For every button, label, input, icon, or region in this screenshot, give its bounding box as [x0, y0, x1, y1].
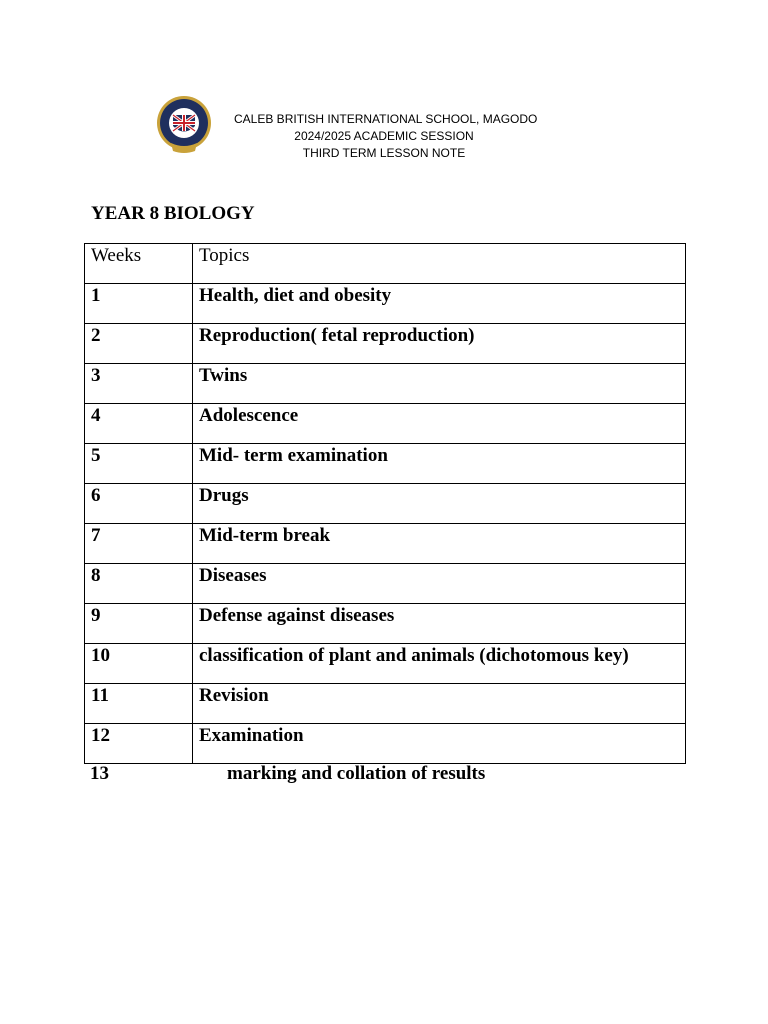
school-name: CALEB BRITISH INTERNATIONAL SCHOOL, MAGODO [234, 112, 538, 126]
week-number-cell: 8 [85, 564, 193, 604]
final-week-number: 13 [90, 763, 109, 784]
topic-cell: Reproduction( fetal reproduction) [193, 324, 686, 364]
table-row [85, 684, 686, 724]
table-row [85, 644, 686, 684]
topic-cell: Diseases [193, 564, 686, 604]
week-number-cell: 7 [85, 524, 193, 564]
topic-cell: Mid-term break [193, 524, 686, 564]
table-row [85, 604, 686, 644]
topic-cell: Drugs [193, 484, 686, 524]
academic-session: 2024/2025 ACADEMIC SESSION [294, 129, 474, 143]
school-crest-logo [154, 95, 214, 155]
topic-cell: Adolescence [193, 404, 686, 444]
table-row [85, 484, 686, 524]
school-header [234, 111, 538, 162]
week-number-cell: 4 [85, 404, 193, 444]
table-row [85, 364, 686, 404]
weekly-topics-table [84, 243, 686, 764]
final-week-topic: marking and collation of results [227, 763, 486, 784]
topic-cell: Health, diet and obesity [193, 284, 686, 324]
week-number-cell: 2 [85, 324, 193, 364]
topic-cell: Examination [193, 724, 686, 764]
week-number-cell: 10 [85, 644, 193, 684]
term-note: THIRD TERM LESSON NOTE [302, 146, 466, 160]
table-row [85, 564, 686, 604]
column-header-topics: Topics [193, 244, 686, 284]
table-row [85, 724, 686, 764]
topic-cell: Mid- term examination [193, 444, 686, 484]
table-row [85, 444, 686, 484]
week-number-cell: 3 [85, 364, 193, 404]
topic-cell: Twins [193, 364, 686, 404]
week-number-cell: 6 [85, 484, 193, 524]
topic-cell: Revision [193, 684, 686, 724]
table-row [85, 524, 686, 564]
week-number-cell: 1 [85, 284, 193, 324]
table-row [85, 404, 686, 444]
topic-cell: classification of plant and animals (dichotomous key) [193, 644, 686, 684]
topic-cell: Defense against diseases [193, 604, 686, 644]
table-row [85, 284, 686, 324]
column-header-weeks: Weeks [85, 244, 193, 284]
final-week-line [90, 763, 485, 785]
week-number-cell: 12 [85, 724, 193, 764]
week-number-cell: 5 [85, 444, 193, 484]
week-number-cell: 11 [85, 684, 193, 724]
page-title: YEAR 8 BIOLOGY [91, 203, 255, 224]
table-row [85, 324, 686, 364]
week-number-cell: 9 [85, 604, 193, 644]
table-header-row [85, 244, 686, 284]
